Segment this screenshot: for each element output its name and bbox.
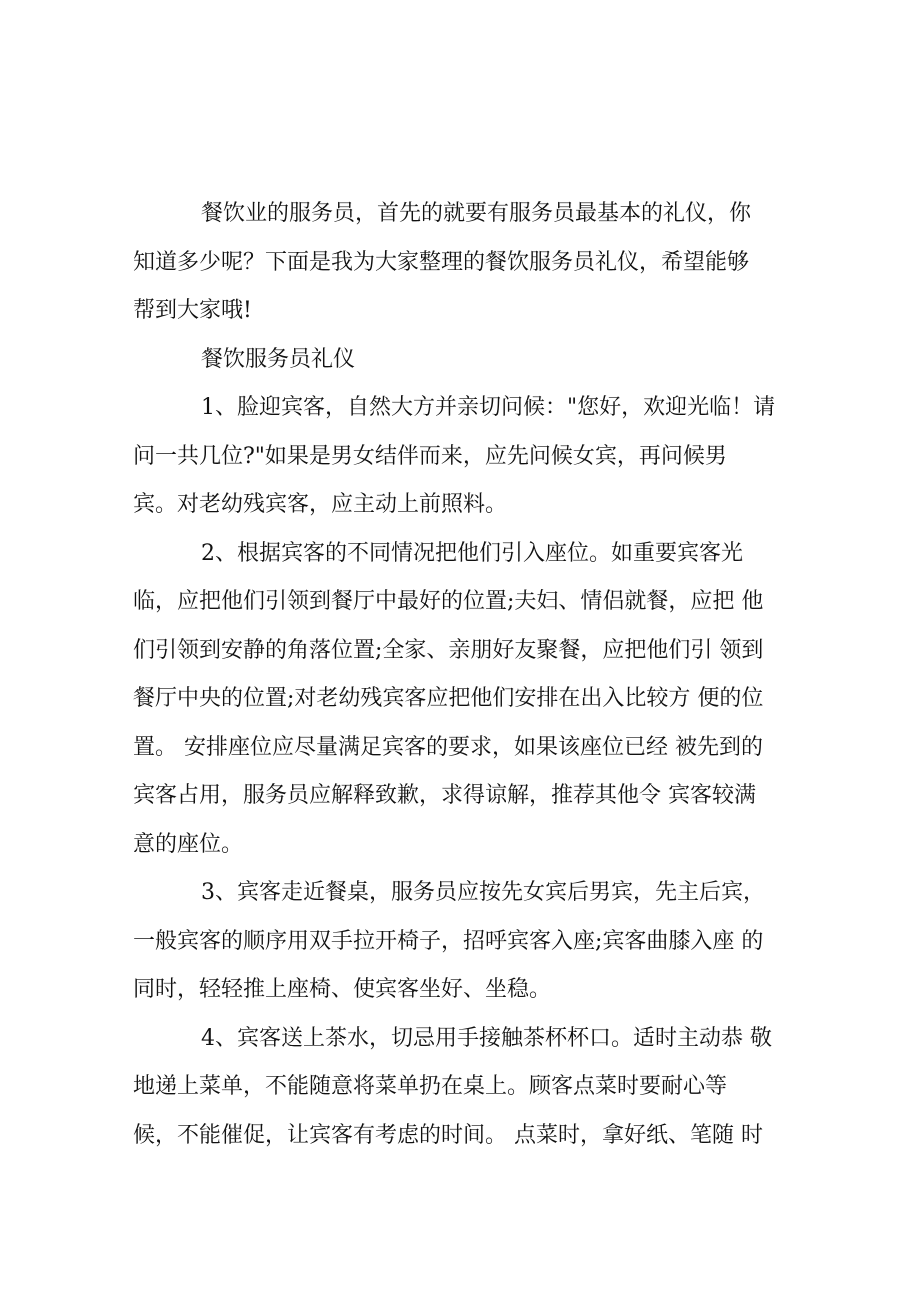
section-heading-wrap	[133, 336, 793, 385]
text-line: 宾。对老幼残宾客，应主动上前照料。	[133, 492, 508, 517]
text-line: 临，应把他们引领到餐厅中最好的位置;夫妇、情侣就餐，应把 他	[133, 589, 764, 614]
text-line: 意的座位。	[133, 831, 244, 857]
text-line: 一般宾客的顺序用双手拉开椅子，招呼宾客入座;宾客曲膝入座 的	[133, 928, 764, 954]
intro-paragraph	[133, 190, 793, 336]
text-line: 4、宾客送上茶水，切忌用手接触茶杯杯口。适时主动恭 敬	[201, 1025, 772, 1051]
text-line: 候，不能催促，让宾客有考虑的时间。 点菜时，拿好纸、笔随 时	[133, 1122, 763, 1148]
section-heading: 餐饮服务员礼仪	[201, 346, 356, 372]
paragraph-2	[133, 530, 793, 870]
paragraph-3	[133, 869, 793, 1015]
text-line: 帮到大家哦!	[133, 298, 252, 323]
text-line: 宾客占用，服务员应解释致歉，求得谅解，推荐其他令 宾客较满	[133, 783, 756, 808]
text-line: 2、根据宾客的不同情况把他们引入座位。如重要宾客光	[201, 540, 743, 566]
text-line: 餐饮业的服务员，首先的就要有服务员最基本的礼仪，你	[201, 201, 752, 226]
document-body	[133, 190, 793, 1160]
text-line: 置。 安排座位应尽量满足宾客的要求，如果该座位已经 被先到的	[133, 734, 763, 760]
paragraph-1	[133, 384, 793, 530]
text-line: 知道多少呢？下面是我为大家整理的餐饮服务员礼仪，希望能够	[133, 249, 750, 275]
text-line: 1、脸迎宾客，自然大方并亲切问候："您好，欢迎光临！请	[201, 395, 776, 420]
text-line: 地递上菜单，不能随意将菜单扔在桌上。顾客点菜时要耐心等	[133, 1074, 728, 1099]
text-line: 问一共几位?"如果是男女结伴而来，应先问候女宾，再问候男	[133, 443, 727, 469]
paragraph-4	[133, 1015, 793, 1161]
text-line: 餐厅中央的位置;对老幼残宾客应把他们安排在出入比较方 便的位	[133, 686, 764, 711]
text-line: 3、宾客走近餐桌，服务员应按先女宾后男宾，先主后宾，	[201, 880, 765, 905]
text-line: 们引领到安静的角落位置;全家、亲朋好友聚餐，应把他们引 领到	[133, 637, 764, 663]
text-line: 同时，轻轻推上座椅、使宾客坐好、坐稳。	[133, 977, 552, 1002]
